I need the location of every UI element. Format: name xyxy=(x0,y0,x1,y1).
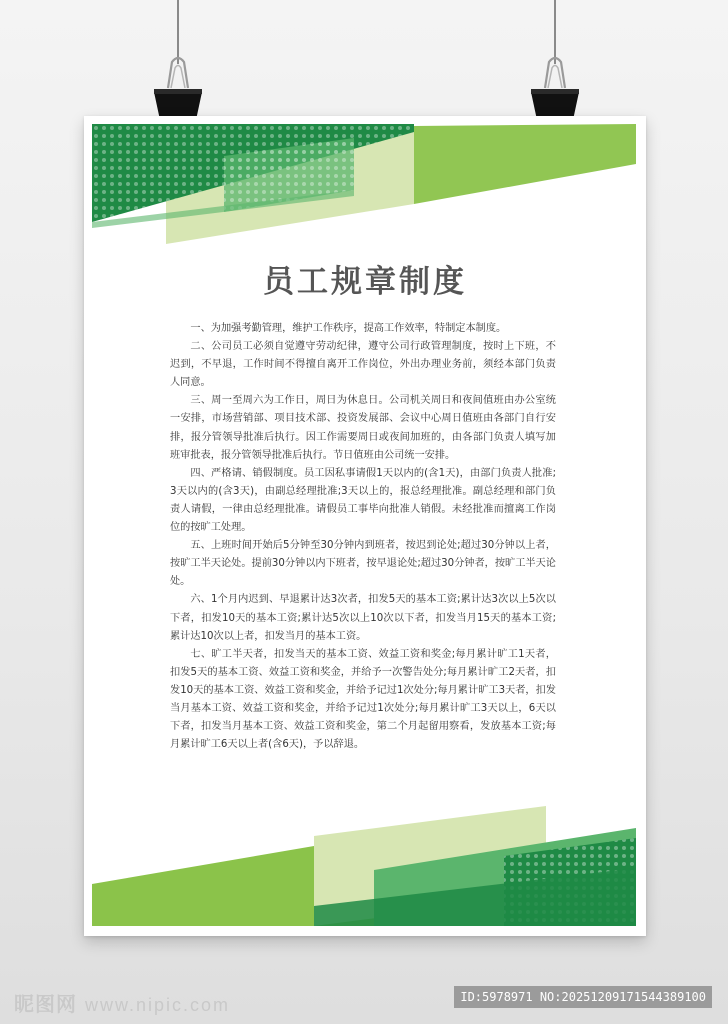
watermark-site: www.nipic.com xyxy=(85,995,231,1015)
poster xyxy=(84,116,646,936)
binder-clip-left-icon xyxy=(150,56,206,122)
page-title: 员工规章制度 xyxy=(263,264,467,300)
watermark-logo xyxy=(14,988,230,1017)
rule-paragraph-2: 二、公司员工必须自觉遵守劳动纪律，遵守公司行政管理制度，按时上下班，不迟到，不早退，工作时间不得擅自离开工作岗位，外出办理业务前，须经本部门负责人同意。 xyxy=(170,341,556,389)
rule-paragraph-1: 一、为加强考勤管理，维护工作秩序，提高工作效率，特制定本制度。 xyxy=(190,323,507,334)
bottom-green-shapes xyxy=(92,806,636,926)
watermark-logo-text: 昵图网 xyxy=(14,994,77,1016)
watermark-id-badge: ID:5978971 NO:20251209171544389100 xyxy=(454,986,712,1008)
top-green-shapes xyxy=(92,124,636,244)
hanging-string-right xyxy=(554,0,556,64)
rule-paragraph-5: 五、上班时间开始后5分钟至30分钟内到班者，按迟到论处;超过30分钟以上者，按旷工半天论处。提前30分钟以内下班者，按早退论处;超过30分钟者，按旷工半天论处。 xyxy=(170,540,556,588)
rule-paragraph-7: 七、旷工半天者，扣发当天的基本工资、效益工资和奖金;每月累计旷工1天者，扣发5天的基本工资、效益工资和奖金，并给予一次警告处分;每月累计旷工2天者，扣发10天的基本工资、效益工资和奖金，并给予记过1次处分;每月累计旷工3天者，扣发当月基本工资、效益工资和奖金，并给予记过1次处分;每月累计旷工3天以上，6天以下者，扣发当月基本工资、效益工资和奖金，第二个月起留用察看，发放基本工资;每月累计旷工6天以上者(含6天)，予以辞退。 xyxy=(170,648,556,751)
hanging-string-left xyxy=(177,0,179,64)
rules-body xyxy=(170,320,556,754)
rule-paragraph-6: 六、1个月内迟到、早退累计达3次者，扣发5天的基本工资;累计达3次以上5次以下者，扣发10天的基本工资;累计达5次以上10次以下者，扣发当月15天的基本工资;累计达10次以上者，扣发当月的基本工资。 xyxy=(170,594,556,642)
binder-clip-right-icon xyxy=(527,56,583,122)
rule-paragraph-3: 三、周一至周六为工作日，周日为休息日。公司机关周日和夜间值班由办公室统一安排，市场营销部、项目技术部、投资发展部、会议中心周日值班由各部门自行安排，报分管领导批准后执行。因工作需要周日或夜间加班的，由各部门负责人填写加班审批表，报分管领导批准后执行。节日值班由公司统一安排。 xyxy=(170,395,556,461)
rule-paragraph-4: 四、严格请、销假制度。员工因私事请假1天以内的(含1天)，由部门负责人批准;3天以内的(含3天)，由副总经理批准;3天以上的，报总经理批准。副总经理和部门负责人请假，一律由总经理批准。请假员工事毕向批准人销假。未经批准而擅离工作岗位的按旷工处理。 xyxy=(170,467,556,534)
